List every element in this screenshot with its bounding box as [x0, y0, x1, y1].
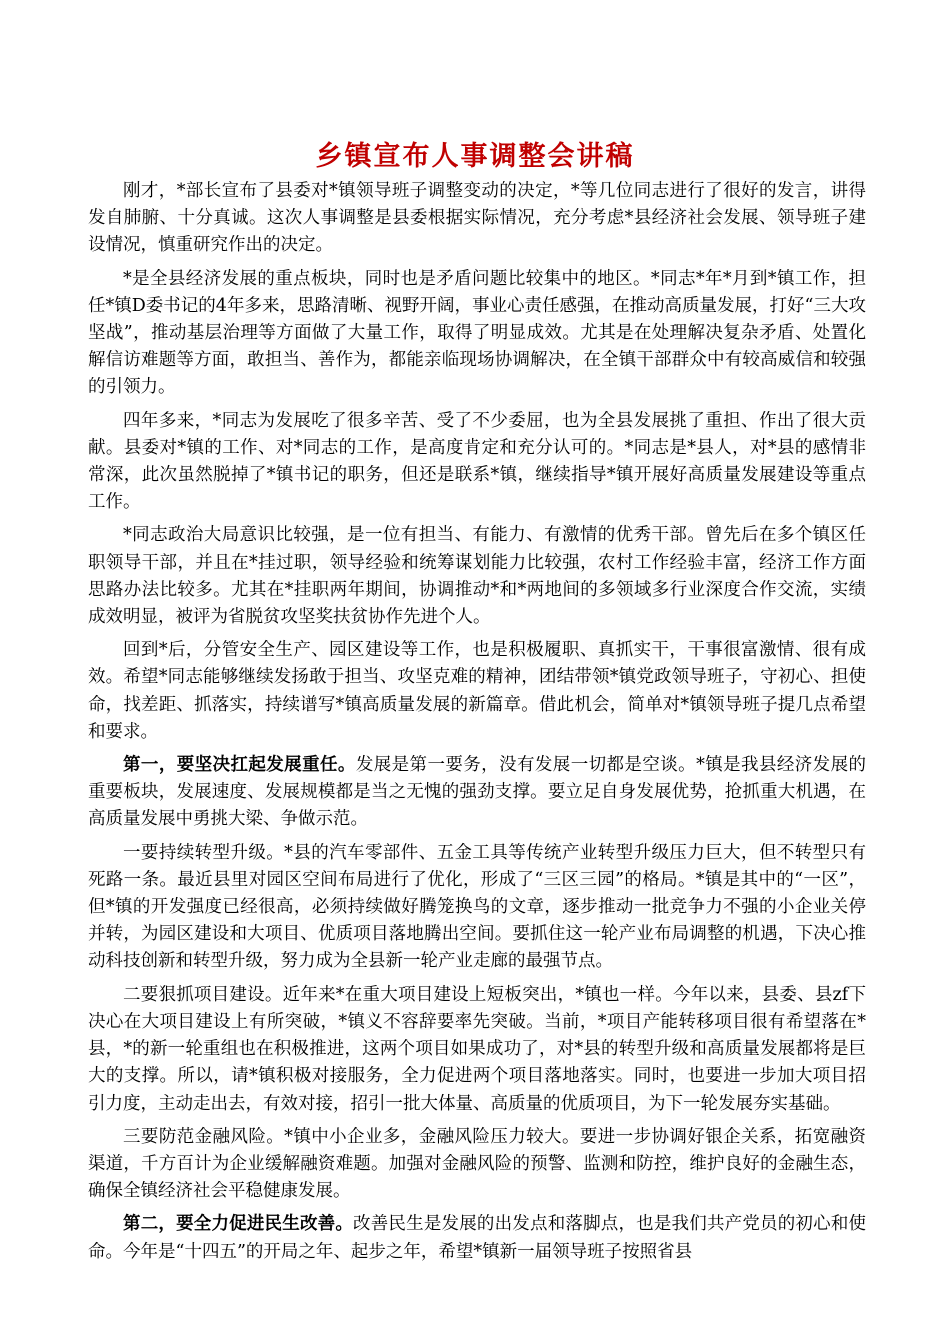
paragraph-lead: 第一，要坚决扛起发展重任。 — [123, 755, 356, 776]
paragraph — [88, 840, 866, 976]
document-body — [88, 178, 866, 1272]
paragraph — [88, 408, 866, 517]
paragraph-text: 改善民生是发展的出发点和落脚点，也是我们共产党员的初心和使命。今年是“十四五”的开局之年、起步之年，希望*镇新一届领导班子按照省县 — [88, 1214, 867, 1262]
paragraph-text: 三要防范金融风险。*镇中小企业多，金融风险压力较大。要进一步协调好银企关系，拓宽融资渠道，千方百计为企业缓解融资难题。加强对金融风险的预警、监测和防控，维护良好的金融生态，确保全镇经济社会平稳健康发展。 — [88, 1126, 866, 1202]
paragraph-text: *同志政治大局意识比较强，是一位有担当、有能力、有激情的优秀干部。曾先后在多个镇区任职领导干部，并且在*挂过职，领导经验和统筹谋划能力比较强，农村工作经验丰富，经济工作方面思路办法比较多。尤其在*挂职两年期间，协调推动*和*两地间的多领域多行业深度合作交流，实绩成效明显，被评为省脱贫攻坚奖扶贫协作先进个人。 — [88, 525, 866, 628]
paragraph — [88, 752, 866, 834]
paragraph-text: *是全县经济发展的重点板块，同时也是矛盾问题比较集中的地区。*同志*年*月到*镇工作，担任*镇D委书记的4年多来，思路清晰、视野开阔，事业心责任感强，在推动高质量发展，打好“三大攻坚战”，推动基层治理等方面做了大量工作，取得了明显成效。尤其是在处理解决复杂矛盾、处置化解信访难题等方面，敢担当、善作为，都能亲临现场协调解决，在全镇干部群众中有较高威信和较强的引领力。 — [88, 268, 866, 398]
paragraph-text: 刚才，*部长宣布了县委对*镇领导班子调整变动的决定，*等几位同志进行了很好的发言，讲得发自肺腑、十分真诚。这次人事调整是县委根据实际情况，充分考虑*县经济社会发展、领导班子建设情况，慎重研究作出的决定。 — [88, 181, 866, 256]
paragraph-text: 发展是第一要务，没有发展一切都是空谈。*镇是我县经济发展的重要板块，发展速度、发展规模都是当之无愧的强劲支撑。要立足自身发展优势，抢抓重大机遇，在高质量发展中勇挑大梁、争做示范。 — [88, 755, 866, 830]
document-title: 乡镇宣布人事调整会讲稿 — [315, 141, 635, 172]
paragraph — [88, 1211, 866, 1265]
paragraph — [88, 266, 866, 402]
paragraph — [88, 637, 866, 746]
paragraph-lead: 第二，要全力促进民生改善。 — [123, 1214, 354, 1235]
paragraph-text: 四年多来，*同志为发展吃了很多辛苦、受了不少委屈，也为全县发展挑了重担、作出了很大贡献。县委对*镇的工作、对*同志的工作，是高度肯定和充分认可的。*同志是*县人，对*县的感情非常深，此次虽然脱掉了*镇书记的职务，但还是联系*镇，继续指导*镇开展好高质量发展建设等重点工作。 — [88, 410, 866, 513]
paragraph-text: 回到*后，分管安全生产、园区建设等工作，也是积极履职、真抓实干，干事很富激情、很有成效。希望*同志能够继续发扬敢于担当、攻坚克难的精神，团结带领*镇党政领导班子，守初心、担使命，找差距、抓落实，持续谱写*镇高质量发展的新篇章。借此机会，简单对*镇领导班子提几点希望和要求。 — [88, 640, 866, 742]
paragraph-text: 一要持续转型升级。*县的汽车零部件、五金工具等传统产业转型升级压力巨大，但不转型只有死路一条。最近县里对园区空间布局进行了优化，形成了“三区三园”的格局。*镇是其中的“一区”，但*镇的开发强度已经很高，必须持续做好腾笼换鸟的文章，逐步推动一批竞争力不强的小企业关停并转，为园区建设和大项目、优质项目落地腾出空间。要抓住这一轮产业布局调整的机遇，下决心推动科技创新和转型升级，努力成为全县新一轮产业走廊的最强节点。 — [88, 842, 866, 972]
paragraph — [88, 522, 866, 631]
paragraph — [88, 982, 866, 1118]
paragraph — [88, 1124, 866, 1206]
paragraph — [88, 178, 866, 260]
paragraph-text: 二要狠抓项目建设。近年来*在重大项目建设上短板突出，*镇也一样。今年以来，县委、县zf下决心在大项目建设上有所突破，*镇义不容辞要率先突破。当前，*项目产能转移项目很有希望落在*县，*的新一轮重组也在积极推进，这两个项目如果成功了，对*县的转型升级和高质量发展都将是巨大的支撑。所以，请*镇积极对接服务，全力促进两个项目落地落实。同时，也要进一步加大项目招引力度，主动走出去，有效对接，招引一批大体量、高质量的优质项目，为下一轮发展夯实基础。 — [88, 984, 866, 1114]
